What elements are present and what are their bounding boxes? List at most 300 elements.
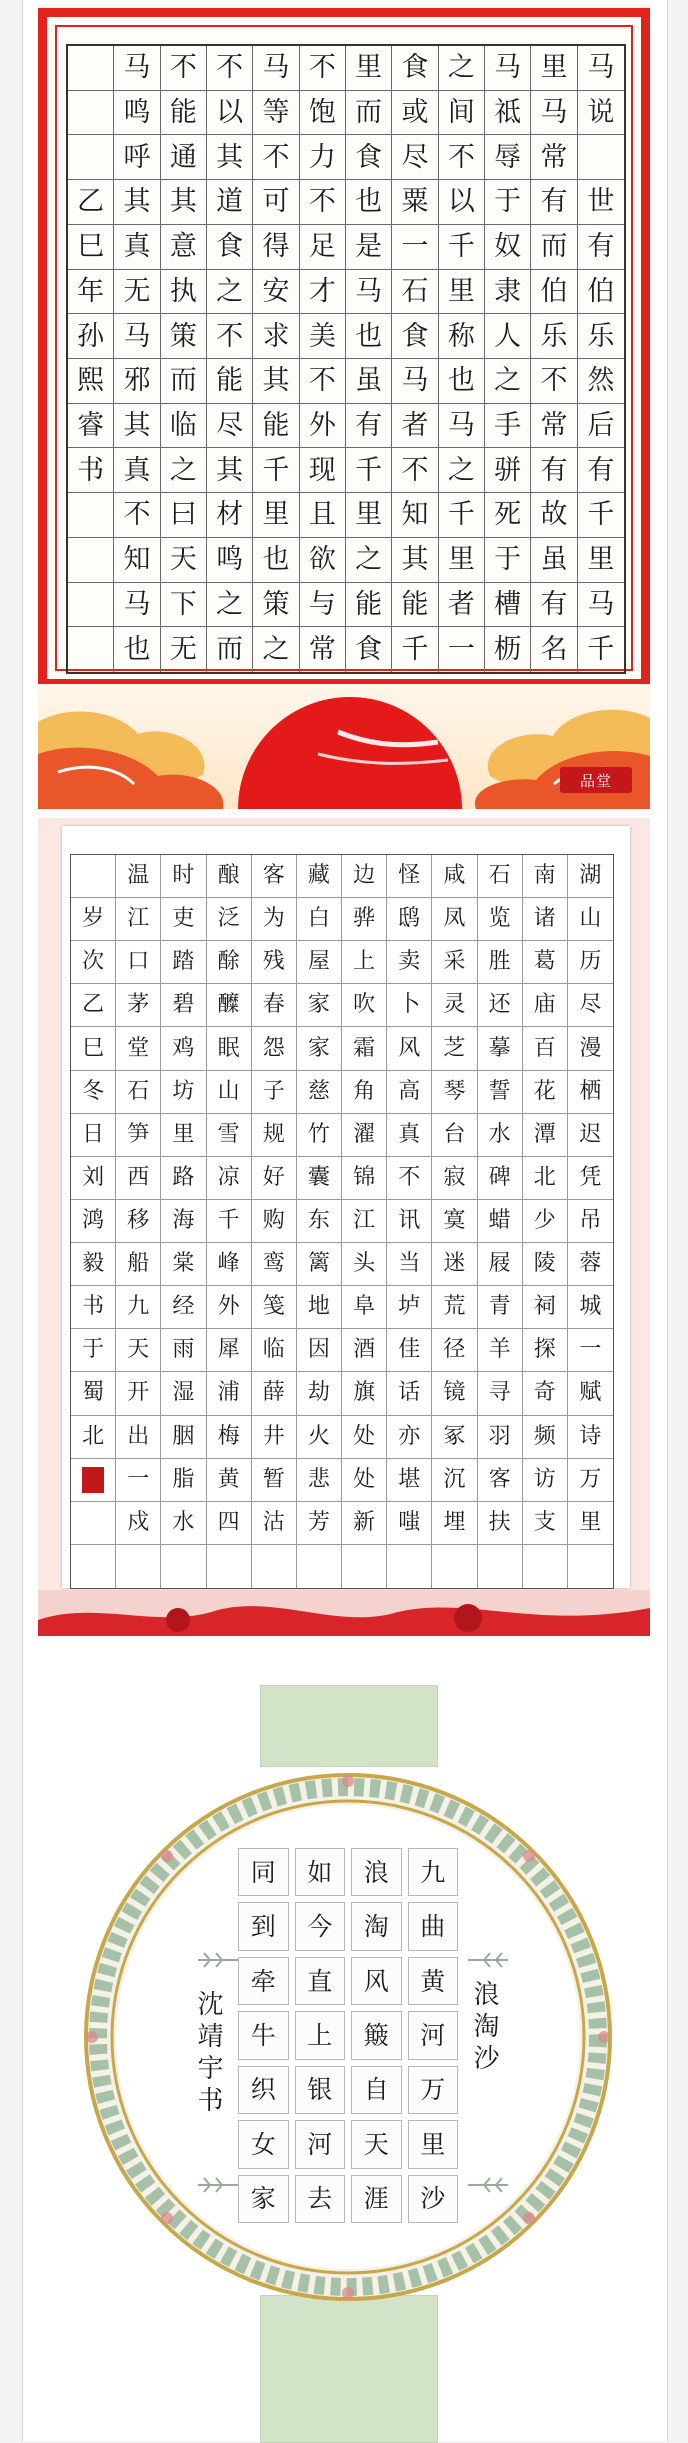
grid-cell bbox=[68, 583, 114, 628]
grid-cell: 奴 bbox=[485, 225, 531, 270]
grid-cell: 冢 bbox=[432, 1416, 477, 1459]
grid-cell: 里 bbox=[346, 46, 392, 91]
grid-cell: 千 bbox=[587, 634, 615, 666]
leaf-sprig-icon bbox=[466, 2175, 510, 2195]
grid-cell: 薛 bbox=[252, 1372, 297, 1415]
grid-cell: 间 bbox=[439, 91, 485, 136]
grid-cell: 其 bbox=[161, 180, 207, 225]
grid-cell: 径 bbox=[432, 1329, 477, 1372]
grid-cell: 下 bbox=[161, 583, 207, 628]
grid-cell bbox=[523, 1545, 568, 1588]
grid-cell: 粟 bbox=[392, 180, 438, 225]
grid-cell: 泛 bbox=[207, 898, 252, 941]
grid-cell: 等 bbox=[253, 91, 299, 136]
grid-cell: 鸾 bbox=[252, 1243, 297, 1286]
grid-cell: 犀 bbox=[207, 1329, 252, 1372]
grid-cell: 外 bbox=[300, 404, 346, 449]
grid-cell: 不 bbox=[161, 46, 207, 91]
grid-cell: 死 bbox=[485, 493, 531, 538]
grid-cell: 马 bbox=[531, 91, 577, 136]
poem-char-cell: 如 bbox=[295, 1848, 346, 1896]
grid-cell: 庙 bbox=[523, 984, 568, 1027]
grid-cell: 赋 bbox=[568, 1372, 613, 1415]
poem-char-cell: 直 bbox=[295, 1957, 346, 2005]
grid-cell: 通 bbox=[161, 135, 207, 180]
grid-cell: 而 bbox=[531, 225, 577, 270]
grid-cell: 石 bbox=[116, 1071, 161, 1114]
grid-cell: 屐 bbox=[478, 1243, 523, 1286]
grid-cell: 亦 bbox=[387, 1416, 432, 1459]
grid-cell: 风 bbox=[387, 1027, 432, 1070]
grid-cell bbox=[116, 1545, 161, 1588]
grid-cell: 熙 bbox=[68, 359, 114, 404]
grid-cell: 凤 bbox=[432, 898, 477, 941]
grid-cell: 且 bbox=[300, 493, 346, 538]
grid-cell: 能 bbox=[346, 583, 392, 628]
grid-cell: 能 bbox=[253, 404, 299, 449]
grid-cell: 知 bbox=[392, 493, 438, 538]
grid-cell: 才 bbox=[300, 270, 346, 315]
grid-cell: 一 bbox=[439, 627, 485, 672]
grid-cell: 堂 bbox=[116, 1027, 161, 1070]
grid-cell: 里 bbox=[568, 1502, 613, 1545]
poem-char-cell: 自 bbox=[351, 2066, 402, 2114]
grid-cell bbox=[252, 1545, 297, 1588]
grid-cell: 羽 bbox=[478, 1416, 523, 1459]
grid-cell: 阜 bbox=[342, 1286, 387, 1329]
grid-cell bbox=[478, 1545, 523, 1588]
grid-cell: 与 bbox=[300, 583, 346, 628]
grid-cell bbox=[68, 493, 114, 538]
grid-cell: 四 bbox=[207, 1502, 252, 1545]
grid-cell: 踏 bbox=[161, 941, 206, 984]
grid-cell: 不 bbox=[439, 135, 485, 180]
grid-cell: 处 bbox=[342, 1459, 387, 1502]
poem-char-cell: 天 bbox=[351, 2120, 402, 2168]
grid-cell: 之 bbox=[439, 448, 485, 493]
grid-cell: 知 bbox=[114, 538, 160, 583]
grid-cell: 为 bbox=[252, 898, 297, 941]
grid-cell: 暂 bbox=[252, 1459, 297, 1502]
poem-char-cell: 女 bbox=[238, 2120, 289, 2168]
grid-cell: 悲 bbox=[297, 1459, 342, 1502]
grid-cell: 常 bbox=[531, 404, 577, 449]
grid-cell: 春 bbox=[252, 984, 297, 1027]
grid-cell: 家 bbox=[297, 1027, 342, 1070]
grid-cell: 然 bbox=[578, 359, 624, 404]
grid-cell: 篱 bbox=[297, 1243, 342, 1286]
grid-cell: 览 bbox=[478, 898, 523, 941]
grid-cell: 外 bbox=[207, 1286, 252, 1329]
grid-cell: 堪 bbox=[387, 1459, 432, 1502]
grid-cell: 乙 bbox=[71, 984, 116, 1027]
grid-cell: 山 bbox=[568, 898, 613, 941]
grid-cell: 隶 bbox=[485, 270, 531, 315]
grid-cell: 嗤 bbox=[387, 1502, 432, 1545]
grid-cell: 琴 bbox=[432, 1071, 477, 1114]
grid-cell: 里 bbox=[253, 493, 299, 538]
grid-cell: 里 bbox=[439, 270, 485, 315]
grid-cell: 其 bbox=[207, 448, 253, 493]
grid-cell: 探 bbox=[523, 1329, 568, 1372]
grid-cell: 新 bbox=[342, 1502, 387, 1545]
grid-cell: 石 bbox=[392, 270, 438, 315]
grid-cell: 者 bbox=[392, 404, 438, 449]
grid-cell: 时 bbox=[161, 855, 206, 898]
grid-cell: 鸣 bbox=[114, 91, 160, 136]
poem-char-cell: 去 bbox=[295, 2175, 346, 2223]
poem-char-cell: 河 bbox=[408, 2011, 459, 2059]
grid-cell: 胜 bbox=[478, 941, 523, 984]
grid-cell: 沉 bbox=[432, 1459, 477, 1502]
grid-cell: 规 bbox=[252, 1114, 297, 1157]
grid-cell: 现 bbox=[300, 448, 346, 493]
grid-cell: 漫 bbox=[568, 1027, 613, 1070]
grid-cell: 尽 bbox=[568, 984, 613, 1027]
poem-char-cell: 沙 bbox=[408, 2175, 459, 2223]
grid-cell: 栖 bbox=[568, 1071, 613, 1114]
grid-cell: 千 bbox=[578, 493, 624, 538]
poem-char-cell: 九 bbox=[408, 1848, 459, 1896]
grid-cell: 临 bbox=[161, 404, 207, 449]
grid-cell: 于 bbox=[71, 1329, 116, 1372]
grid-cell: 巳 bbox=[71, 1027, 116, 1070]
grid-cell: 马 bbox=[485, 46, 531, 91]
calligraphy-panel-poem-grid bbox=[38, 818, 650, 1636]
grid-cell: 因 bbox=[297, 1329, 342, 1372]
grid-cell: 后 bbox=[578, 404, 624, 449]
grid-cell: 故 bbox=[531, 493, 577, 538]
grid-cell: 脂 bbox=[161, 1459, 206, 1502]
grid-cell: 不 bbox=[531, 359, 577, 404]
grid-cell: 伯 bbox=[578, 270, 624, 315]
grid-cell: 碧 bbox=[161, 984, 206, 1027]
grid-cell: 得 bbox=[253, 225, 299, 270]
grid-cell: 少 bbox=[523, 1200, 568, 1243]
grid-cell: 刘 bbox=[71, 1157, 116, 1200]
grid-cell: 食 bbox=[207, 225, 253, 270]
grid-cell: 求 bbox=[253, 314, 299, 359]
grid-cell: 之 bbox=[161, 448, 207, 493]
grid-cell: 北 bbox=[523, 1157, 568, 1200]
grid-cell bbox=[68, 91, 114, 136]
grid-cell bbox=[68, 135, 114, 180]
grid-cell: 以 bbox=[439, 180, 485, 225]
grid-cell: 火 bbox=[297, 1416, 342, 1459]
grid-cell: 一 bbox=[392, 225, 438, 270]
grid-cell: 虽 bbox=[346, 359, 392, 404]
grid-cell: 慈 bbox=[297, 1071, 342, 1114]
calligraphy-grid bbox=[66, 44, 626, 674]
grid-cell: 年 bbox=[68, 270, 114, 315]
poem-char-cell: 上 bbox=[295, 2011, 346, 2059]
grid-cell: 戍 bbox=[116, 1502, 161, 1545]
grid-cell: 旗 bbox=[342, 1372, 387, 1415]
grid-cell: 碑 bbox=[478, 1157, 523, 1200]
grid-cell: 乐 bbox=[531, 314, 577, 359]
grid-cell: 能 bbox=[207, 359, 253, 404]
grid-cell: 残 bbox=[252, 941, 297, 984]
grid-cell: 棠 bbox=[161, 1243, 206, 1286]
grid-cell: 曰 bbox=[161, 493, 207, 538]
grid-cell: 毅 bbox=[71, 1243, 116, 1286]
grid-cell: 策 bbox=[161, 314, 207, 359]
grid-cell: 水 bbox=[478, 1114, 523, 1157]
grid-cell: 胭 bbox=[161, 1416, 206, 1459]
grid-cell: 其 bbox=[114, 180, 160, 225]
grid-cell: 芝 bbox=[432, 1027, 477, 1070]
grid-cell: 其 bbox=[253, 359, 299, 404]
grid-cell: 食 bbox=[392, 314, 438, 359]
leaf-sprig-icon bbox=[466, 1950, 510, 1970]
grid-cell: 有 bbox=[531, 448, 577, 493]
grid-cell: 江 bbox=[342, 1200, 387, 1243]
grid-cell: 书 bbox=[68, 448, 114, 493]
grid-cell bbox=[387, 1545, 432, 1588]
grid-cell: 真 bbox=[114, 225, 160, 270]
grid-cell: 其 bbox=[207, 135, 253, 180]
grid-cell: 镜 bbox=[432, 1372, 477, 1415]
grid-cell: 当 bbox=[387, 1243, 432, 1286]
grid-cell: 力 bbox=[300, 135, 346, 180]
grid-cell: 访 bbox=[523, 1459, 568, 1502]
grid-cell: 葛 bbox=[523, 941, 568, 984]
grid-cell: 也 bbox=[439, 359, 485, 404]
grid-cell: 客 bbox=[252, 855, 297, 898]
grid-cell: 人 bbox=[485, 314, 531, 359]
grid-cell: 囊 bbox=[297, 1157, 342, 1200]
grid-cell: 高 bbox=[387, 1071, 432, 1114]
grid-cell: 潭 bbox=[523, 1114, 568, 1157]
grid-cell: 讯 bbox=[387, 1200, 432, 1243]
grid-cell: 江 bbox=[116, 898, 161, 941]
grid-cell: 移 bbox=[116, 1200, 161, 1243]
grid-cell: 而 bbox=[346, 91, 392, 136]
grid-cell: 不 bbox=[207, 46, 253, 91]
grid-cell bbox=[342, 1545, 387, 1588]
grid-cell: 湖 bbox=[568, 855, 613, 898]
grid-cell: 誓 bbox=[478, 1071, 523, 1114]
grid-cell: 马 bbox=[346, 270, 392, 315]
grid-cell: 也 bbox=[346, 180, 392, 225]
grid-cell: 海 bbox=[161, 1200, 206, 1243]
grid-cell: 世 bbox=[578, 180, 624, 225]
grid-cell: 手 bbox=[485, 404, 531, 449]
grid-cell: 酿 bbox=[207, 855, 252, 898]
grid-cell: 笺 bbox=[252, 1286, 297, 1329]
grid-cell: 温 bbox=[116, 855, 161, 898]
grid-cell: 天 bbox=[116, 1329, 161, 1372]
grid-cell: 邪 bbox=[114, 359, 160, 404]
top-green-ribbon bbox=[260, 1685, 438, 1767]
poem-char-cell: 浪 bbox=[351, 1848, 402, 1896]
grid-cell bbox=[71, 1545, 116, 1588]
grid-cell: 有 bbox=[531, 583, 577, 628]
grid-cell: 蓉 bbox=[568, 1243, 613, 1286]
grid-cell: 话 bbox=[387, 1372, 432, 1415]
grid-cell: 足 bbox=[300, 225, 346, 270]
red-seal-icon bbox=[82, 1467, 104, 1493]
grid-cell: 之 bbox=[439, 46, 485, 91]
poem-char-cell: 今 bbox=[295, 1902, 346, 1950]
grid-cell: 摹 bbox=[478, 1027, 523, 1070]
grid-cell: 奇 bbox=[523, 1372, 568, 1415]
grid-cell: 历 bbox=[568, 941, 613, 984]
poem-char-cell: 里 bbox=[408, 2120, 459, 2168]
grid-cell: 马 bbox=[253, 46, 299, 91]
calligraphy-panel-lang-tao-sha bbox=[38, 1685, 650, 2441]
grid-cell: 尽 bbox=[392, 135, 438, 180]
grid-cell: 马 bbox=[439, 404, 485, 449]
grid-cell: 里 bbox=[578, 538, 624, 583]
grid-cell: 卖 bbox=[387, 941, 432, 984]
grid-cell: 鸿 bbox=[71, 1200, 116, 1243]
grid-cell: 花 bbox=[523, 1071, 568, 1114]
poem-grid bbox=[238, 1848, 458, 2223]
grid-cell: 黄 bbox=[207, 1459, 252, 1502]
grid-cell: 羊 bbox=[478, 1329, 523, 1372]
grid-cell: 有 bbox=[531, 180, 577, 225]
grid-cell bbox=[71, 855, 116, 898]
grid-cell: 沽 bbox=[252, 1502, 297, 1545]
grid-cell bbox=[432, 1545, 477, 1588]
poem-char-cell: 簸 bbox=[351, 2011, 402, 2059]
seal-text: 品堂 bbox=[579, 771, 612, 790]
grid-cell: 酴 bbox=[207, 941, 252, 984]
grid-cell: 凉 bbox=[207, 1157, 252, 1200]
grid-cell: 食 bbox=[346, 135, 392, 180]
grid-cell: 里 bbox=[439, 538, 485, 583]
grid-cell: 万 bbox=[568, 1459, 613, 1502]
grid-cell: 祗 bbox=[485, 91, 531, 136]
grid-cell bbox=[568, 1545, 613, 1588]
grid-cell: 青 bbox=[478, 1286, 523, 1329]
grid-cell: 千 bbox=[392, 627, 438, 672]
grid-cell: 其 bbox=[114, 404, 160, 449]
grid-cell: 说 bbox=[578, 91, 624, 136]
grid-cell bbox=[68, 627, 114, 672]
grid-cell: 枥 bbox=[485, 627, 531, 672]
grid-cell: 马 bbox=[578, 583, 624, 628]
grid-cell: 骅 bbox=[342, 898, 387, 941]
grid-cell: 千 bbox=[439, 225, 485, 270]
grid-cell: 千 bbox=[207, 1200, 252, 1243]
grid-cell: 蜡 bbox=[478, 1200, 523, 1243]
grid-cell: 开 bbox=[116, 1372, 161, 1415]
grid-cell: 芳 bbox=[297, 1502, 342, 1545]
grid-cell: 巳 bbox=[68, 225, 114, 270]
grid-cell: 马 bbox=[114, 314, 160, 359]
grid-cell: 灵 bbox=[432, 984, 477, 1027]
grid-cell: 槽 bbox=[485, 583, 531, 628]
grid-cell: 荒 bbox=[432, 1286, 477, 1329]
grid-cell: 一 bbox=[116, 1459, 161, 1502]
grid-cell: 台 bbox=[432, 1114, 477, 1157]
poem-char-cell: 牛 bbox=[238, 2011, 289, 2059]
grid-cell: 意 bbox=[161, 225, 207, 270]
grid-cell: 呼 bbox=[114, 135, 160, 180]
poem-char-cell: 同 bbox=[238, 1848, 289, 1896]
grid-cell: 边 bbox=[342, 855, 387, 898]
grid-cell: 支 bbox=[523, 1502, 568, 1545]
grid-cell: 祠 bbox=[523, 1286, 568, 1329]
grid-cell: 马 bbox=[578, 46, 624, 91]
grid-cell: 日 bbox=[71, 1114, 116, 1157]
poem-char-cell: 黄 bbox=[408, 1957, 459, 2005]
grid-cell: 吹 bbox=[342, 984, 387, 1027]
grid-cell: 者 bbox=[439, 583, 485, 628]
leaf-sprig-icon bbox=[196, 2175, 240, 2195]
grid-cell: 寞 bbox=[432, 1200, 477, 1243]
grid-cell: 无 bbox=[114, 270, 160, 315]
grid-cell: 天 bbox=[161, 538, 207, 583]
grid-cell: 有 bbox=[578, 225, 624, 270]
grid-cell: 城 bbox=[568, 1286, 613, 1329]
poem-char-cell: 家 bbox=[238, 2175, 289, 2223]
grid-cell: 之 bbox=[253, 627, 299, 672]
grid-cell bbox=[297, 1545, 342, 1588]
grid-cell: 诸 bbox=[523, 898, 568, 941]
grid-cell: 寻 bbox=[478, 1372, 523, 1415]
poem-char-cell: 河 bbox=[295, 2120, 346, 2168]
grid-cell: 里 bbox=[346, 493, 392, 538]
grid-cell: 不 bbox=[387, 1157, 432, 1200]
grid-cell: 不 bbox=[253, 135, 299, 180]
poem-char-cell: 织 bbox=[238, 2066, 289, 2114]
grid-cell: 策 bbox=[253, 583, 299, 628]
grid-cell: 也 bbox=[346, 314, 392, 359]
grid-cell: 寂 bbox=[432, 1157, 477, 1200]
grid-cell: 食 bbox=[392, 46, 438, 91]
grid-cell: 冬 bbox=[71, 1071, 116, 1114]
grid-cell: 一 bbox=[568, 1329, 613, 1372]
grid-cell: 藏 bbox=[297, 855, 342, 898]
poem-char-cell: 牵 bbox=[238, 1957, 289, 2005]
grid-cell: 吊 bbox=[568, 1200, 613, 1243]
grid-cell: 道 bbox=[207, 180, 253, 225]
grid-cell: 濯 bbox=[342, 1114, 387, 1157]
calligraphy-panel-ma-shuo bbox=[38, 4, 650, 809]
poem-char-cell: 万 bbox=[408, 2066, 459, 2114]
grid-cell: 不 bbox=[392, 448, 438, 493]
grid-cell: 南 bbox=[523, 855, 568, 898]
grid-cell: 能 bbox=[161, 91, 207, 136]
grid-cell: 岁 bbox=[71, 898, 116, 941]
grid-cell: 浦 bbox=[207, 1372, 252, 1415]
grid-cell: 劫 bbox=[297, 1372, 342, 1415]
grid-cell: 眠 bbox=[207, 1027, 252, 1070]
grid-cell: 欲 bbox=[300, 538, 346, 583]
grid-cell: 怨 bbox=[252, 1027, 297, 1070]
grid-cell bbox=[68, 46, 114, 91]
grid-cell: 吏 bbox=[161, 898, 206, 941]
grid-cell: 迷 bbox=[432, 1243, 477, 1286]
grid-cell: 尽 bbox=[207, 404, 253, 449]
signature: 沈靖宇书 bbox=[193, 1990, 223, 2118]
grid-cell: 也 bbox=[114, 627, 160, 672]
grid-cell: 有 bbox=[346, 404, 392, 449]
grid-cell: 家 bbox=[297, 984, 342, 1027]
grid-cell: 头 bbox=[342, 1243, 387, 1286]
grid-cell: 不 bbox=[300, 46, 346, 91]
grid-cell: 常 bbox=[531, 135, 577, 180]
red-seal-stamp bbox=[560, 767, 632, 793]
poem-char-cell: 银 bbox=[295, 2066, 346, 2114]
grid-cell: 子 bbox=[252, 1071, 297, 1114]
grid-cell: 竹 bbox=[297, 1114, 342, 1157]
grid-cell: 茅 bbox=[116, 984, 161, 1027]
grid-cell: 虽 bbox=[531, 538, 577, 583]
